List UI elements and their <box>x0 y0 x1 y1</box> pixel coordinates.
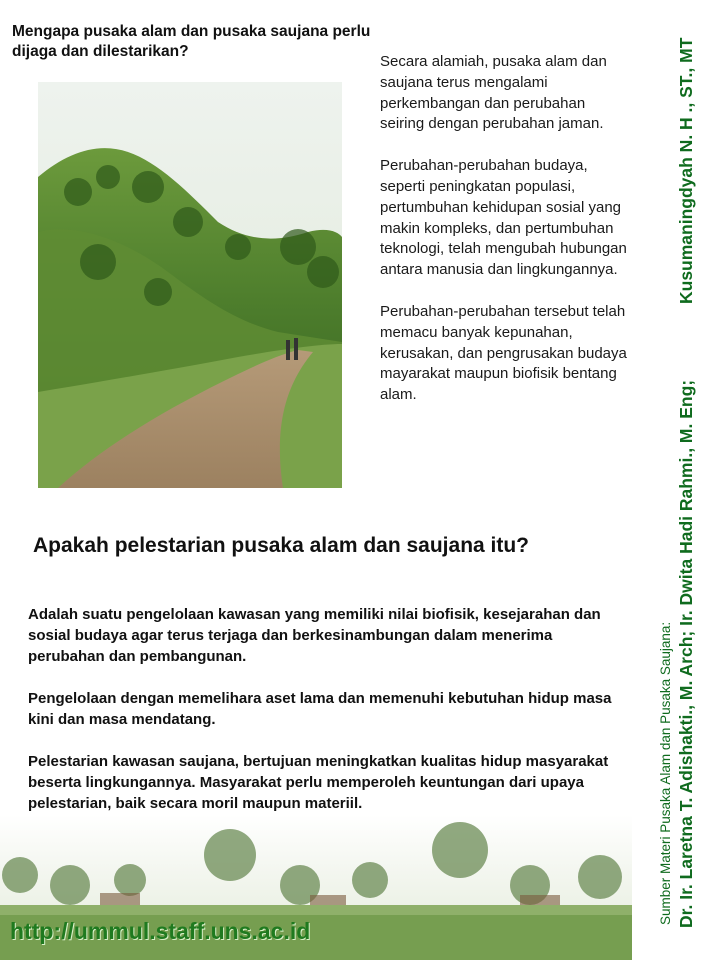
body-paragraph: Pelestarian kawasan saujana, bertujuan meningkatkan kualitas hidup masyarakat beserta lingkungannya. Masyarakat perlu memperoleh keuntungan dari upaya pelestarian, baik secara moril maupun materiil. <box>28 753 609 812</box>
right-text-column <box>380 52 630 406</box>
right-paragraph: Perubahan-perubahan budaya, seperti peningkatan populasi, pertumbuhan kehidupan sosial yang makin kompleks, dan pertumbuhan teknologi, telah mengubah hubungan antara manusia dan lingkungannya. <box>380 157 627 279</box>
body-paragraph: Adalah suatu pengelolaan kawasan yang memiliki nilai biofisik, kesejarahan dan sosial budaya agar terus terjaga dan berkesinambungan dalam menerima perubahan dan pembangunan. <box>28 606 601 665</box>
body-text <box>28 604 633 835</box>
hill-path-photo <box>38 82 342 488</box>
website-url[interactable]: http://ummul.staff.uns.ac.id <box>10 918 311 944</box>
source-label: Sumber Materi Pusaka Alam dan Pusaka Saujana: <box>658 621 673 925</box>
top-question: Mengapa pusaka alam dan pusaka saujana perlu dijaga dan dilestarikan? <box>12 23 371 60</box>
second-question: Apakah pelestarian pusaka alam dan saujana itu? <box>33 534 530 557</box>
right-paragraph: Secara alamiah, pusaka alam dan saujana terus mengalami perkembangan dan perubahan seiring dengan perubahan jaman. <box>380 53 607 133</box>
right-paragraph <box>380 302 630 406</box>
right-paragraph-part: kerusakan, dan pengrusakan budaya mayarakat maupun biofisik bentang alam. <box>380 344 627 404</box>
body-paragraph: Pengelolaan dengan memelihara aset lama dan memenuhi kebutuhan hidup masa kini dan masa mendatang. <box>28 690 612 728</box>
authors-line-1: Dr. Ir. Laretna T. Adishakti., M. Arch; Ir. Dwita Hadi Rahmi., M. Eng; <box>676 379 696 928</box>
right-paragraph-part: Perubahan-perubahan tersebut telah memacu banyak kepunahan, <box>380 302 626 341</box>
authors-line-2: Kusumaningdyah N. H ., ST., MT <box>676 37 696 304</box>
